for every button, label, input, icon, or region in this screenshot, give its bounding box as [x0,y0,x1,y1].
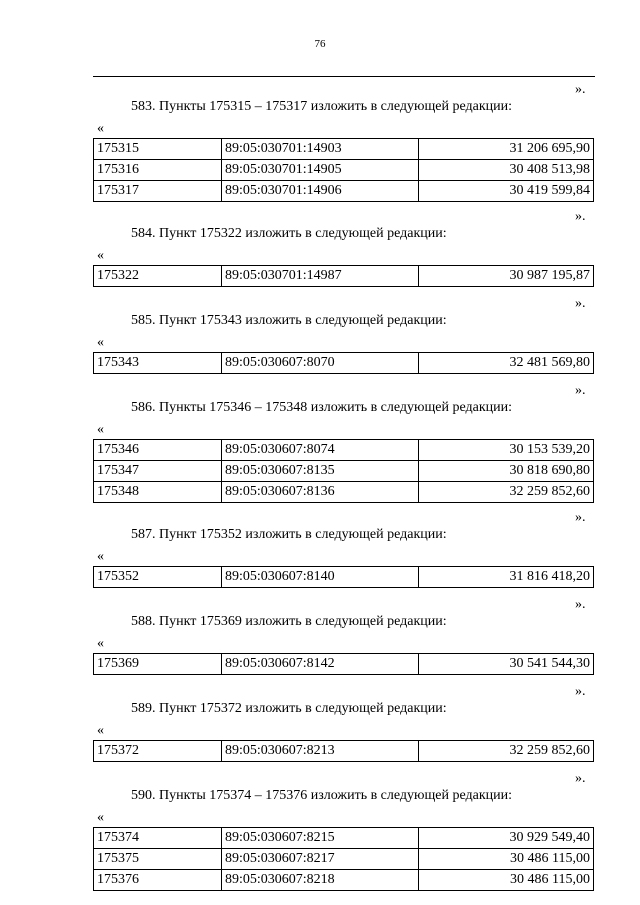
cadastral-number-cell: 89:05:030701:14906 [222,181,419,202]
section-heading: 585. Пункт 175343 изложить в следующей редакции: [131,313,447,328]
amendment-table [93,653,594,675]
table-row [94,139,594,160]
table-row [94,160,594,181]
amendment-table [93,352,594,374]
value-cell: 31 206 695,90 [419,139,594,160]
amendment-table [93,740,594,762]
closing-quote: ». [575,771,586,786]
page-number: 76 [314,38,326,50]
item-number-cell: 175346 [94,440,222,461]
section-heading: 587. Пункт 175352 изложить в следующей редакции: [131,527,447,542]
item-number-cell: 175376 [94,870,222,891]
opening-quote: « [97,723,104,738]
table-row [94,461,594,482]
cadastral-number-cell: 89:05:030607:8070 [222,353,419,374]
table-row [94,870,594,891]
value-cell: 30 153 539,20 [419,440,594,461]
amendment-table [93,827,594,891]
item-number-cell: 175374 [94,828,222,849]
item-number-cell: 175375 [94,849,222,870]
table-row [94,353,594,374]
section-heading: 590. Пункты 175374 – 175376 изложить в следующей редакции: [131,788,513,803]
section-heading: 588. Пункт 175369 изложить в следующей редакции: [131,614,447,629]
value-cell: 30 486 115,00 [419,849,594,870]
table-row [94,828,594,849]
item-number-cell: 175348 [94,482,222,503]
amendment-table [93,439,594,503]
value-cell: 30 541 544,30 [419,654,594,675]
item-number-cell: 175347 [94,461,222,482]
table-row [94,654,594,675]
cadastral-number-cell: 89:05:030607:8136 [222,482,419,503]
value-cell: 30 486 115,00 [419,870,594,891]
item-number-cell: 175372 [94,741,222,762]
section-heading: 584. Пункт 175322 изложить в следующей редакции: [131,226,447,241]
value-cell: 30 419 599,84 [419,181,594,202]
opening-quote: « [97,248,104,263]
item-number-cell: 175322 [94,266,222,287]
table-row [94,849,594,870]
value-cell: 30 987 195,87 [419,266,594,287]
closing-quote: ». [575,383,586,398]
opening-quote: « [97,422,104,437]
opening-quote: « [97,810,104,825]
value-cell: 32 259 852,60 [419,482,594,503]
value-cell: 32 259 852,60 [419,741,594,762]
value-cell: 30 929 549,40 [419,828,594,849]
cadastral-number-cell: 89:05:030607:8213 [222,741,419,762]
closing-quote: ». [575,597,586,612]
item-number-cell: 175315 [94,139,222,160]
item-number-cell: 175343 [94,353,222,374]
closing-quote: ». [575,209,586,224]
opening-quote: « [97,121,104,136]
opening-quote: « [97,335,104,350]
amendment-table [93,265,594,287]
section-heading: 589. Пункт 175372 изложить в следующей редакции: [131,701,447,716]
value-cell: 30 818 690,80 [419,461,594,482]
table-row [94,567,594,588]
table-row [94,266,594,287]
cadastral-number-cell: 89:05:030607:8140 [222,567,419,588]
value-cell: 32 481 569,80 [419,353,594,374]
amendment-table [93,566,594,588]
cadastral-number-cell: 89:05:030607:8217 [222,849,419,870]
opening-quote: « [97,636,104,651]
section-heading: 586. Пункты 175346 – 175348 изложить в следующей редакции: [131,400,513,415]
closing-quote: ». [575,82,586,97]
closing-quote: ». [575,510,586,525]
item-number-cell: 175369 [94,654,222,675]
opening-quote: « [97,549,104,564]
value-cell: 30 408 513,98 [419,160,594,181]
cadastral-number-cell: 89:05:030701:14987 [222,266,419,287]
table-row [94,440,594,461]
cadastral-number-cell: 89:05:030701:14905 [222,160,419,181]
table-row [94,181,594,202]
closing-quote: ». [575,296,586,311]
amendment-table [93,138,594,202]
table-row [94,482,594,503]
cadastral-number-cell: 89:05:030607:8135 [222,461,419,482]
cadastral-number-cell: 89:05:030607:8215 [222,828,419,849]
table-row [94,741,594,762]
value-cell: 31 816 418,20 [419,567,594,588]
cadastral-number-cell: 89:05:030607:8074 [222,440,419,461]
section-heading: 583. Пункты 175315 – 175317 изложить в следующей редакции: [131,99,513,114]
item-number-cell: 175316 [94,160,222,181]
item-number-cell: 175317 [94,181,222,202]
cadastral-number-cell: 89:05:030607:8142 [222,654,419,675]
header-rule [93,76,595,77]
closing-quote: ». [575,684,586,699]
cadastral-number-cell: 89:05:030607:8218 [222,870,419,891]
cadastral-number-cell: 89:05:030701:14903 [222,139,419,160]
item-number-cell: 175352 [94,567,222,588]
